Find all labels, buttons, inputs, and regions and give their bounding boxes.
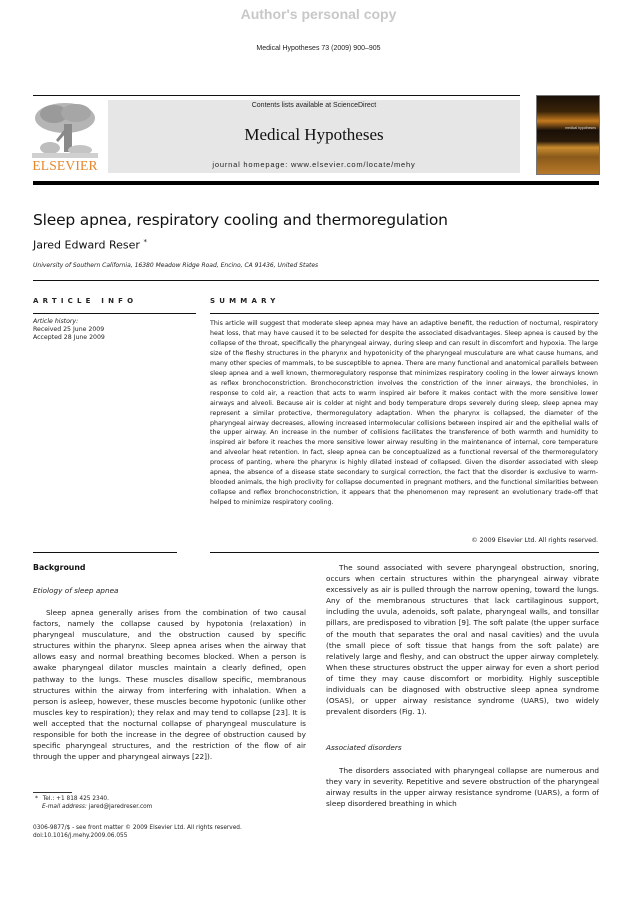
author-affiliation: University of Southern California, 16380 Meadow Ridge Road, Encino, CA 91436, United States <box>33 262 319 269</box>
elsevier-logo[interactable] <box>30 100 100 173</box>
accepted-date: Accepted 28 June 2009 <box>33 334 105 342</box>
footnote-tel: Tel.: +1 818 425 2340. <box>42 796 109 802</box>
summary-bottom-rule <box>210 552 599 553</box>
summary-heading: SUMMARY <box>210 297 280 305</box>
masthead-top-rule <box>33 95 520 96</box>
paragraph: The sound associated with severe pharyngeal obstruction, snoring, occurs when certain structures within the pharyngeal airway vibrate excessively as air is pulled through the narrow opening, toward the lungs. Any of the membranous structures that lack cartilaginous support, including the uvula, adenoids, soft palate, pharyngeal walls, and tonsillar pillars, are predisposed to vibration [9]. The soft palate (the upper surface of the mouth that separates the oral and nasal cavities) and the uvula (the small piece of soft tissue that hangs from the soft palate) are relatively large and fleshy, and can obstruct the upper airway completely. When these structures obstruct the upper airway for even a short period of time they may cause discomfort or morbidity. Highly susceptible individuals can be diagnosed with obstructive sleep apnea syndrome (OSAS), or upper airway resistance syndrome (UARS), two widely prevalent disorders (Fig. 1). <box>326 563 599 717</box>
author-email-link[interactable]: jared@jaredreser.com <box>88 804 153 811</box>
author-name: Jared Edward Reser <box>33 238 140 252</box>
footnote-mark: * <box>35 796 38 802</box>
elsevier-wordmark: ELSEVIER <box>32 158 98 173</box>
elsevier-tree-icon <box>32 100 98 158</box>
article-history-label: Article history: <box>33 318 79 325</box>
author-line <box>33 238 147 252</box>
author-footnote-mark[interactable]: * <box>143 238 147 246</box>
article-info-heading: ARTICLE INFO <box>33 297 138 305</box>
body-right-column <box>326 562 599 717</box>
section-heading-background: Background <box>33 563 86 572</box>
received-date: Received 25 June 2009 <box>33 326 105 334</box>
footnote <box>35 795 152 812</box>
subsection-heading-etiology: Etiology of sleep apnea <box>33 586 119 595</box>
email-label: E-mail address: <box>42 804 87 811</box>
body-right-column-continued <box>326 765 599 809</box>
body-left-column <box>33 607 306 762</box>
summary-rule <box>210 313 599 314</box>
masthead-bottom-rule <box>33 181 599 185</box>
journal-citation: Medical Hypotheses 73 (2009) 900–905 <box>256 45 381 52</box>
article-info-rule <box>33 313 196 314</box>
summary-copyright: © 2009 Elsevier Ltd. All rights reserved. <box>471 537 598 544</box>
cover-title: medical hypotheses <box>565 126 596 130</box>
journal-homepage-link[interactable]: journal homepage: www.elsevier.com/locate/mehy <box>212 160 416 169</box>
watermark: Author's personal copy <box>240 6 397 22</box>
article-info-bottom-rule <box>33 552 177 553</box>
journal-cover-thumbnail[interactable] <box>536 95 600 175</box>
issn-line: 0306-9877/$ - see front matter © 2009 Elsevier Ltd. All rights reserved. <box>33 825 242 831</box>
journal-name: Medical Hypotheses <box>244 125 384 144</box>
title-bottom-rule <box>33 280 599 281</box>
sciencedirect-line[interactable]: Contents lists available at ScienceDirect <box>251 102 377 109</box>
article-history <box>33 318 105 343</box>
footnote-rule <box>33 792 72 793</box>
front-matter <box>33 824 242 841</box>
paragraph: The disorders associated with pharyngeal collapse are numerous and they vary in severity. Repetitive and severe obstruction of the pharyngeal airway results in the upper airway resistance syndrome (UARS), a form of sleep disordered breathing in which <box>326 766 599 809</box>
journal-masthead-band <box>108 100 520 173</box>
summary-text: This article will suggest that moderate sleep apnea may have an adaptive benefit, the reduction of nocturnal, respiratory heat loss, that may have caused it to be selected for despite the associated disadvantages. Sleep apnea is caused by the collapse of the throat, specifically the pharyngeal airway, during sleep and can result in discomfort and hypoxia. The large size of the fleshy structures in the pharynx and hypotonicity of the pharyngeal musculature are what cause humans, and many other species of mammals, to be susceptible to apnea. There are many functional and anatomical parallels between sleep apnea and a well known, thermoregulatory response that minimizes respiratory cooling in the lower airways known as reflex bronchoconstriction. Bronchoconstriction involves the constriction of the inner airways, the bronchioles, in response to cold air, a reaction that acts to warm inspired air before it makes contact with the more sensitive lower airways and alveoli. Because air is colder at night and body temperature drops severely during sleep, sleep apnea may represent a similar protective, thermoregulatory adaptation. When the pharynx is collapsed, the diameter of the pharyngeal airway decreases, allowing increased intermolecular collisions between inspired air and the epithelial walls of the upper airway. An increase in the number of collisions facilitates the transference of both warmth and humidity to inspired air before it reaches the more sensitive lower airway resulting in the maintenance of internal, core temperature and alveolar heat retention. In fact, sleep apnea can be conceptualized as a functional reversal of the thermoregulatory process of panting, where the pharynx is highly dilated instead of collapsed. Given the disorder associated with sleep apnea, the absence of a disease state secondary to surgical correction, the fact that the disorder is exclusive to warm-blooded animals, the high proclivity for collapse documented in pregnant mothers, and the functional similarities between collapse and reflex bronchoconstriction, it appears that the phenomenon may represent an evolutionary trade-off that helped to minimize respiratory cooling. <box>210 320 598 507</box>
subsection-heading-associated-disorders: Associated disorders <box>326 743 402 752</box>
paragraph: Sleep apnea generally arises from the combination of two causal factors, namely the collapse caused by hypotonia (relaxation) in pharyngeal musculature, and the obstruction caused by specific structures within the pharynx. Sleep apnea arises when the airway that allows easy and normal breathing becomes blocked. When a person is awake pharyngeal dilator muscles maintain a clearly defined, open pathway to the lungs. These muscles disallow specific, membranous structures within the airway from interfering with inhalation. When a person is asleep, however, these muscles become hypotonic (unlike other muscles key to respiration); they relax and may tend to collapse [23]. It is well accepted that the nocturnal collapse of pharyngeal musculature is responsible for both the increase in the degree of obstruction caused by specific pharyngeal structures, and the restriction of the flow of air through the upper and pharyngeal airways [22]). <box>33 608 306 762</box>
article-title: Sleep apnea, respiratory cooling and thermoregulation <box>33 211 448 229</box>
doi-link[interactable]: doi:10.1016/j.mehy.2009.06.055 <box>33 833 128 840</box>
